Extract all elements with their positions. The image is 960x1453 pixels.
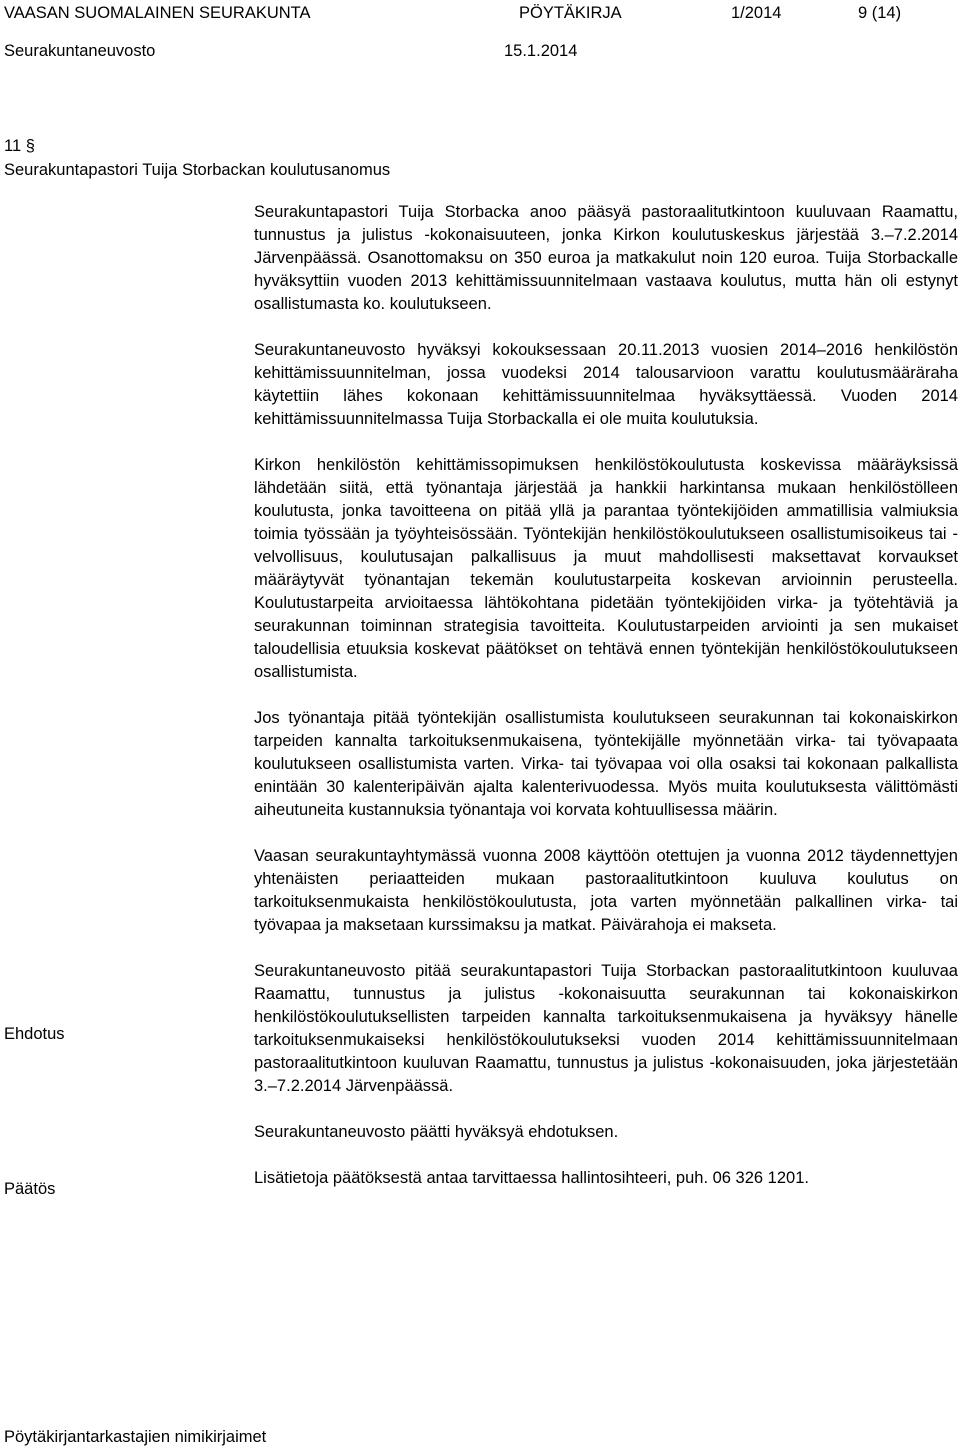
- meeting-date: 15.1.2014: [504, 42, 578, 60]
- proposal-text: Seurakuntaneuvosto pitää seurakuntapastori Tuija Storbackan pastoraalitutkintoon kuuluvaa Raamattu, tunnustus ja julistus -kokonaisuutta seurakunnan tai kokonaiskirkon henkilöstökoulutuksellisten tarpeiden kannalta tarkoituksenmukaisena ja hyväksyy hänelle tarkoituksenmukaiseksi henkilöstökoulutukseksi vuoden 2014 kehittämissuunnitelmaan pastoraalitutkintoon kuuluvan Raamattu, tunnustus ja julistus -kokonaisuuden, joka järjestetään 3.–7.2.2014 Järvenpäässä.: [254, 962, 958, 1095]
- paragraph-development-plan: Seurakuntaneuvosto hyväksyi kokouksessaan 20.11.2013 vuosien 2014–2016 henkilöstön kehittämissuunnitelman, jossa vuodeksi 2014 talousarvioon varattu koulutusmääräraha käytettiin lähes kokonaan kehittämissuunnitelmaa hyväksyttäessä. Vuoden 2014 kehittämissuunnitelmassa Tuija Storbackalla ei ole muita koulutuksia.: [254, 341, 958, 428]
- document-number: 1/2014: [731, 4, 782, 22]
- organization-name: VAASAN SUOMALAINEN SEURAKUNTA: [4, 4, 311, 22]
- document-type: PÖYTÄKIRJA: [519, 4, 622, 22]
- paragraph-agreement: Kirkon henkilöstön kehittämissopimuksen henkilöstökoulutusta koskevissa määräyksissä lähdetään siitä, että työnantaja järjestää ja hankkii harkintansa mukaan henkilöstölleen koulutusta, jonka tavoitteena on pitää yllä ja parantaa työntekijöiden ammatillisia valmiuksia toimia työssään ja työyhteisössään. Työntekijän henkilöstökoulutukseen osallistumisoikeus tai -velvollisuus, koulutusajan palkallisuus ja muut mahdollisesti maksettavat korvaukset määräytyvät työnantajan tekemän koulutustarpeita koskevan arvioinnin perusteella. Koulutustarpeita arvioitaessa lähtökohtana pidetään työntekijöiden virka- ja työtehtäviä ja seurakunnan toiminnan strategisia tavoitteita. Koulutustarpeiden arviointi ja sen mukaiset taloudellisia etuuksia koskevat päätökset on tehtävä ennen työntekijän henkilöstökoulutukseen osallistumista.: [254, 456, 958, 681]
- section-heading: [4, 134, 390, 182]
- paragraph-leave: Jos työnantaja pitää työntekijän osallistumista koulutukseen seurakunnan tai kokonaiskirkon tarpeiden kannalta tarkoituksenmukaisena, työntekijälle myönnetään virka- tai työvapaata koulutukseen osallistumista varten. Virka- tai työvapaa voi olla osaksi tai kokonaan palkallista enintään 30 kalenteripäivän ajalta kalenterivuodessa. Myös muita koulutuksesta välittömästi aiheutuneita kustannuksia työnantaja voi korvata kohtuullisessa määrin.: [254, 709, 958, 819]
- section-title: Seurakuntapastori Tuija Storbackan koulutusanomus: [4, 161, 391, 179]
- meeting-info: [4, 42, 956, 62]
- page-number: 9 (14): [858, 4, 902, 22]
- decision-text: Seurakuntaneuvosto päätti hyväksyä ehdotuksen.: [254, 1123, 619, 1141]
- section-number: 11 §: [4, 137, 35, 155]
- paragraph-principles: Vaasan seurakuntayhtymässä vuonna 2008 käyttöön otettujen ja vuonna 2012 täydennettyjen yhtenäisten periaatteiden mukaan pastoraalitutkintoon kuuluva koulutus on tarkoituksenmukaista henkilöstökoulutusta, jota varten myönnetään palkallinen virka- tai työvapaa ja maksetaan kurssimaksu ja matkat. Päivärahoja ei makseta.: [254, 847, 958, 934]
- decision-label: Päätös: [4, 1180, 56, 1198]
- document-body: [254, 201, 958, 1213]
- meeting-body: Seurakuntaneuvosto: [4, 42, 156, 60]
- footer-initials: Pöytäkirjantarkastajien nimikirjaimet: [4, 1428, 267, 1446]
- paragraph-application: Seurakuntapastori Tuija Storbacka anoo pääsyä pastoraalitutkintoon kuuluvaan Raamattu, tunnustus ja julistus -kokonaisuuteen, jonka Kirkon koulutuskeskus järjestää 3.–7.2.2014 Järvenpäässä. Osanottomaksu on 350 euroa ja matkakulut noin 120 euroa. Tuija Storbackalle hyväksyttiin vuoden 2013 kehittämissuunnitelmaan vastaava koulutus, mutta hän oli estynyt osallistumasta ko. koulutukseen.: [254, 203, 958, 313]
- proposal-label: Ehdotus: [4, 1025, 65, 1043]
- page-header: [4, 4, 956, 24]
- contact-info: Lisätietoja päätöksestä antaa tarvittaessa hallintosihteeri, puh. 06 326 1201.: [254, 1169, 809, 1187]
